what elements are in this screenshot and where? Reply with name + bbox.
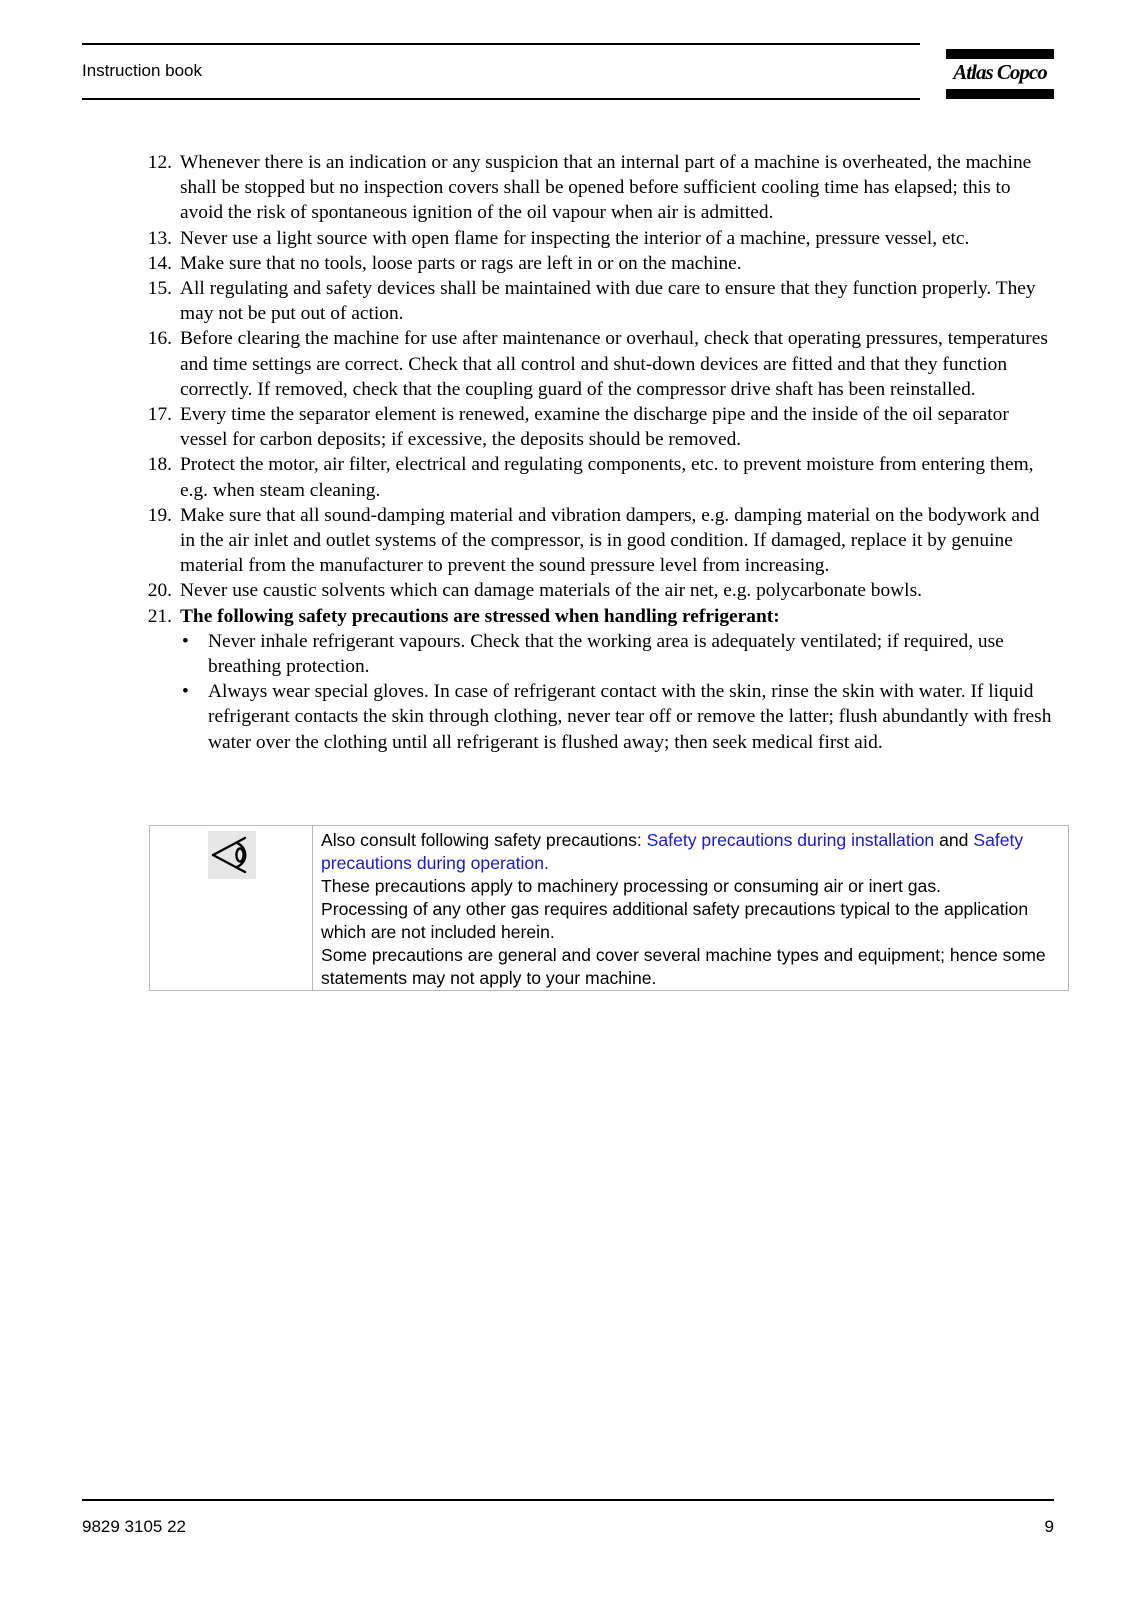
list-item <box>138 150 1058 226</box>
item-text: Before clearing the machine for use after maintenance or overhaul, check that operating pressures, temperatures and time settings are correct. Check that all control and shut-down devices are fitted and that they function correctly. If removed, check that the coupling guard of the compressor drive shaft has been reinstalled. <box>180 328 1048 400</box>
item-text: Protect the motor, air filter, electrical and regulating components, etc. to prevent moisture from entering them, e.g. when steam cleaning. <box>180 454 1034 501</box>
link-safety-operation[interactable]: Safety precautions during operation. <box>321 830 1024 873</box>
item-text: Never use caustic solvents which can damage materials of the air net, e.g. polycarbonate bowls. <box>180 580 922 602</box>
header-rule-bottom <box>82 98 920 100</box>
item-number: 12. <box>147 152 172 173</box>
item-text: Make sure that all sound-damping material and vibration dampers, e.g. damping material on the bodywork and in the air inlet and outlet systems of the compressor, is in good condition. If damaged, replace it by genuine material from the manufacturer to prevent the sound pressure level from increasing. <box>180 504 1040 577</box>
item-number: 19. <box>147 504 172 526</box>
item-number: 14. <box>147 252 172 274</box>
note-consult-line <box>321 829 1064 875</box>
logo-bar-top <box>946 49 1054 59</box>
list-item <box>138 578 1058 603</box>
list-item <box>138 604 1058 629</box>
note-line-other-gas: Processing of any other gas requires additional safety precautions typical to the application which are not included herein. <box>321 899 1029 942</box>
bullet-text: Always wear special gloves. In case of refrigerant contact with the skin, rinse the skin with water. If liquid refrigerant contacts the skin through clothing, never tear off or remove the latter; flush abundantly with fresh water over the clothing until all refrigerant is flushed away; then seek medical first aid. <box>208 681 1052 753</box>
eye-icon <box>208 831 256 879</box>
header-rule-top <box>82 43 920 45</box>
note-box <box>149 825 1069 991</box>
list-item <box>138 503 1058 579</box>
item-text: Every time the separator element is renewed, examine the discharge pipe and the inside of the oil separator vessel for carbon deposits; if excessive, the deposits should be removed. <box>180 404 1009 451</box>
footer-rule <box>82 1499 1054 1501</box>
header-title: Instruction book <box>82 61 203 80</box>
bullet-mark: • <box>182 630 189 652</box>
item-number: 20. <box>147 580 172 602</box>
bullet-item <box>180 679 1058 755</box>
list-item <box>138 326 1058 402</box>
item-number: 15. <box>147 278 172 300</box>
bullet-mark: • <box>182 681 189 703</box>
bullet-item <box>180 629 1058 679</box>
item-number: 17. <box>147 404 172 426</box>
safety-list <box>138 150 1058 755</box>
item-text: The following safety precautions are stressed when handling refrigerant: <box>180 605 780 627</box>
item-number: 21. <box>147 605 172 627</box>
list-item <box>138 402 1058 452</box>
item-text: Whenever there is an indication or any suspicion that an internal part of a machine is overheated, the machine shall be stopped but no inspection covers shall be opened before sufficient cooling time has elapsed; this to avoid the risk of spontaneous ignition of the oil vapour when air is admitted. <box>180 152 1032 224</box>
item-text: All regulating and safety devices shall be maintained with due care to ensure that they function properly. They may not be put out of action. <box>180 278 1036 325</box>
list-item <box>138 251 1058 276</box>
item-text: Make sure that no tools, loose parts or rags are left in or on the machine. <box>180 252 742 274</box>
note-line-air: These precautions apply to machinery processing or consuming air or inert gas. <box>321 876 941 896</box>
item-text: Never use a light source with open flame for inspecting the interior of a machine, pressure vessel, etc. <box>180 227 970 249</box>
list-item <box>138 452 1058 502</box>
list-item <box>138 226 1058 251</box>
atlas-copco-logo <box>946 47 1054 100</box>
note-line-general: Some precautions are general and cover several machine types and equipment; hence some statements may not apply to your machine. <box>321 945 1046 988</box>
bullet-text: Never inhale refrigerant vapours. Check that the working area is adequately ventilated; if required, use breathing protection. <box>208 630 1004 678</box>
note-text <box>313 826 1068 990</box>
link-safety-installation[interactable]: Safety precautions during installation <box>646 830 935 850</box>
logo-bar-bottom <box>946 89 1054 99</box>
note-and: and <box>934 830 974 850</box>
footer-doc-number: 9829 3105 22 <box>82 1517 186 1536</box>
logo-text: Atlas Copco <box>953 60 1047 84</box>
item-number: 16. <box>147 328 172 350</box>
list-item <box>138 276 1058 326</box>
item-number: 13. <box>147 227 172 249</box>
note-icon-cell <box>150 826 313 990</box>
item-number: 18. <box>147 454 172 476</box>
note-intro: Also consult following safety precautions: <box>321 830 647 850</box>
footer-page-number: 9 <box>1044 1517 1054 1536</box>
